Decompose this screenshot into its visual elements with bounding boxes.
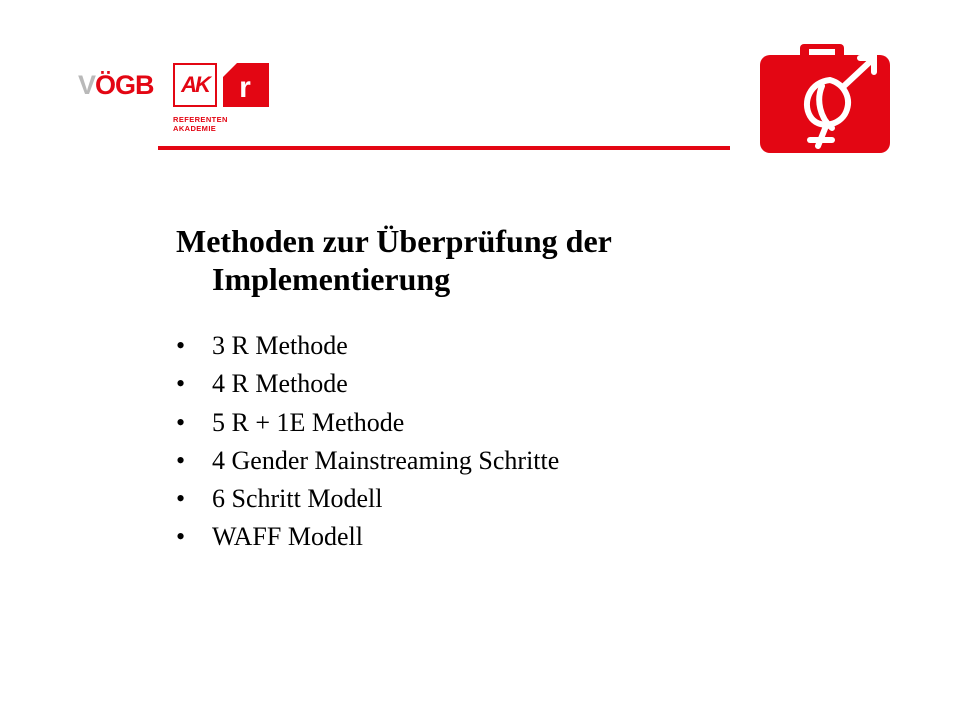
list-item [176, 518, 559, 556]
slide-title: Methoden zur Überprüfung der Implementierung [176, 223, 612, 297]
bullet-marker: • [176, 522, 186, 552]
list-item-text: WAFF Modell [212, 522, 363, 552]
gender-suitcase-icon [760, 44, 892, 156]
list-item-text: 4 R Methode [212, 369, 348, 399]
logo-sub-line-1: REFERENTEN [173, 115, 228, 124]
list-item [176, 365, 559, 403]
r-logo-icon [223, 63, 269, 107]
list-item-text: 6 Schritt Modell [212, 484, 383, 514]
oegb-ak-logo [78, 60, 278, 142]
list-item [176, 480, 559, 518]
header-divider [158, 146, 730, 150]
list-item-text: 3 R Methode [212, 331, 348, 360]
ak-logo-box [173, 63, 217, 107]
list-item [176, 442, 559, 480]
bullet-marker: • [176, 484, 186, 514]
bullet-marker: • [176, 407, 186, 437]
oegb-wordmark [78, 70, 154, 100]
list-item-text: 5 R + 1E Methode [212, 407, 405, 437]
logo-sub-line-2: AKADEMIE [173, 124, 217, 133]
oegb-letters: ÖGB [95, 70, 154, 100]
bullet-marker: • [176, 331, 186, 360]
oegb-v-letter: V [78, 70, 96, 100]
ak-wordmark: AK [181, 72, 209, 97]
bullet-marker: • [176, 445, 186, 475]
r-logo-letter: r [239, 71, 251, 104]
referenten-akademie-label [173, 115, 228, 133]
bullet-marker: • [176, 369, 186, 399]
list-item-text: 4 Gender Mainstreaming Schritte [212, 445, 560, 475]
list-item [176, 327, 559, 365]
bullet-list [176, 327, 559, 557]
list-item [176, 404, 559, 442]
